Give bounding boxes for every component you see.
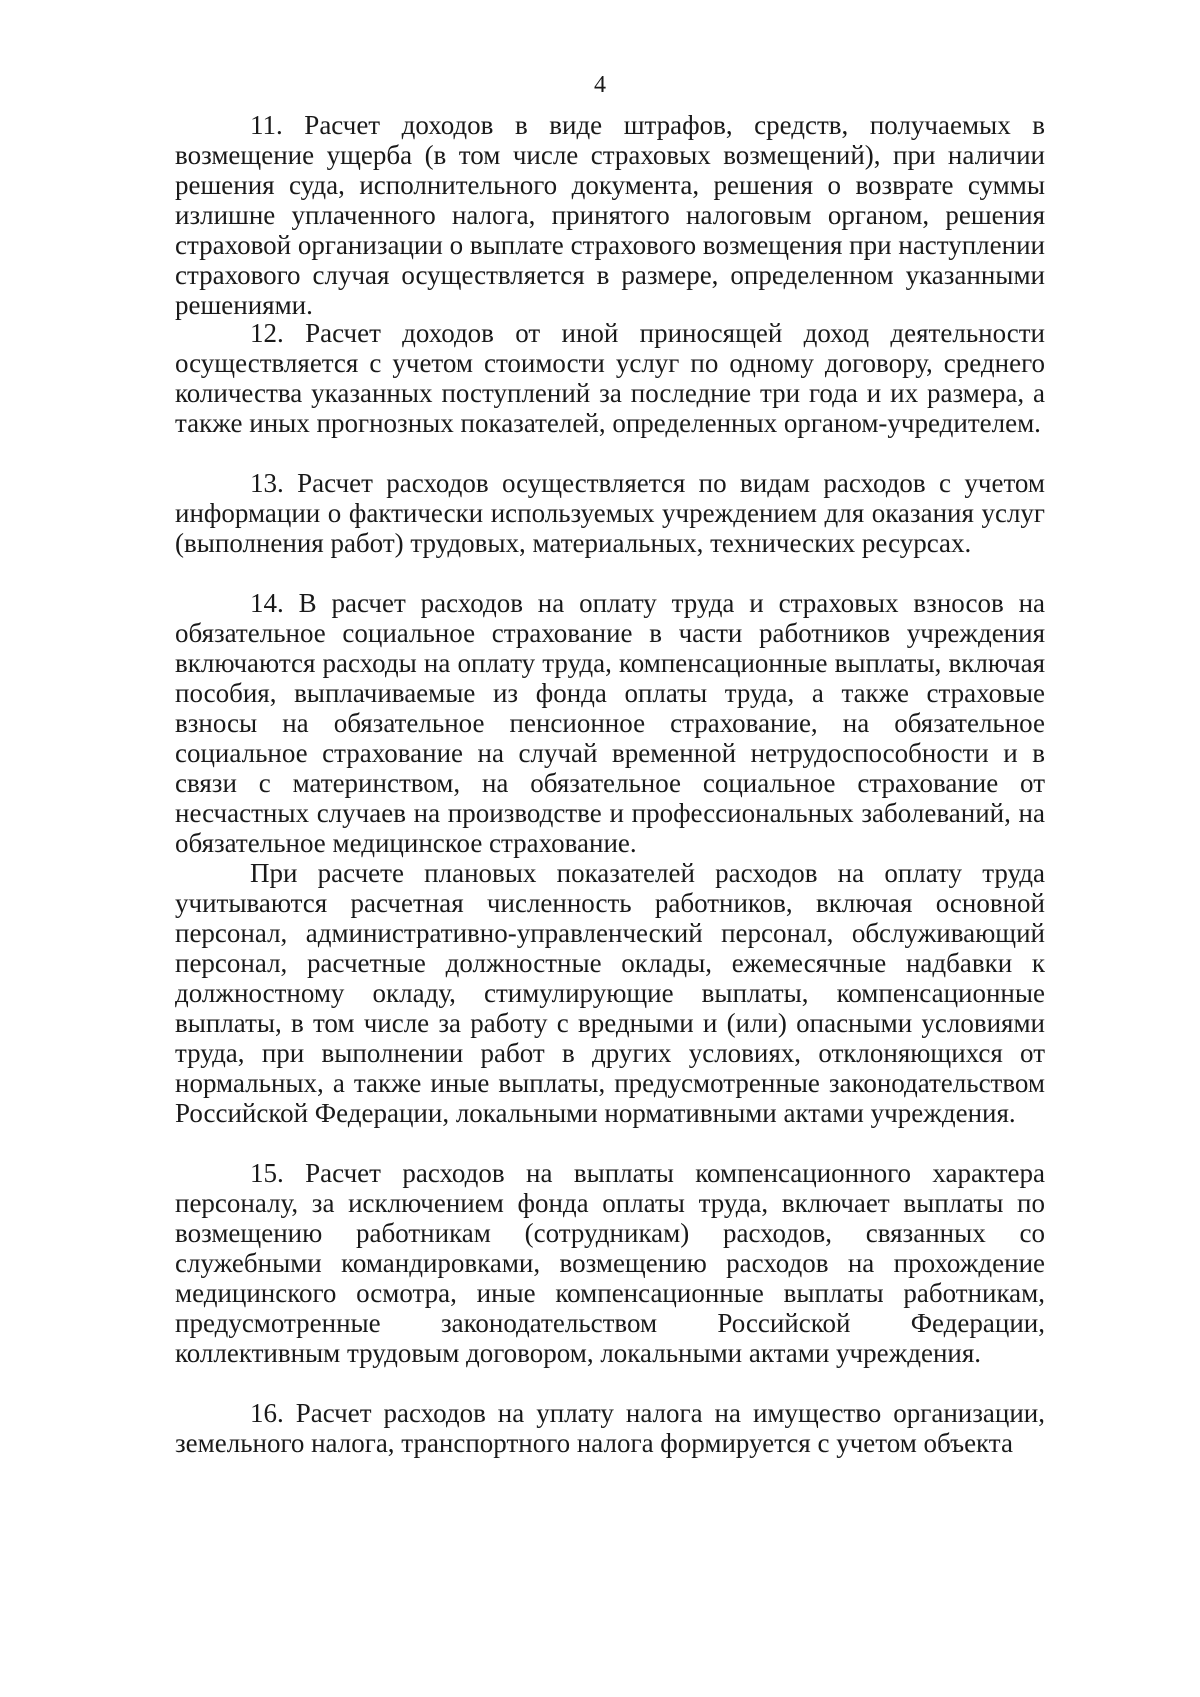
paragraph-16-block	[175, 1398, 1045, 1458]
paragraph-12: 12. Расчет доходов от иной приносящей доход деятельности осуществляется с учетом стоимости услуг по одному договору, среднего количества указанных поступлений за последние три года и их размера, а также иных прогнозных показателей, определенных органом-учредителем.	[175, 318, 1045, 438]
paragraph-15: 15. Расчет расходов на выплаты компенсационного характера персоналу, за исключением фонда оплаты труда, включает выплаты по возмещению работникам (сотрудникам) расходов, связанных со служебными командировками, возмещению расходов на прохождение медицинского осмотра, иные компенсационные выплаты работникам, предусмотренные законодательством Российской Федерации, коллективным трудовым договором, локальными актами учреждения.	[175, 1158, 1045, 1368]
paragraph-13: 13. Расчет расходов осуществляется по видам расходов с учетом информации о фактически используемых учреждением для оказания услуг (выполнения работ) трудовых, материальных, технических ресурсах.	[175, 468, 1045, 558]
paragraph-13-block	[175, 468, 1045, 558]
paragraph-15-block	[175, 1158, 1045, 1368]
paragraph-16: 16. Расчет расходов на уплату налога на имущество организации, земельного налога, транспортного налога формируется с учетом объекта	[175, 1398, 1045, 1458]
paragraph-11-block	[175, 110, 1045, 320]
paragraph-14-continued: При расчете плановых показателей расходов на оплату труда учитываются расчетная численность работников, включая основной персонал, административно-управленческий персонал, обслуживающий персонал, расчетные должностные оклады, ежемесячные надбавки к должностному окладу, стимулирующие выплаты, компенсационные выплаты, в том числе за работу с вредными и (или) опасными условиями труда, при выполнении работ в других условиях, отклоняющихся от нормальных, а также иные выплаты, предусмотренные законодательством Российской Федерации, локальными нормативными актами учреждения.	[175, 858, 1045, 1128]
paragraph-14-block	[175, 588, 1045, 1128]
paragraph-14: 14. В расчет расходов на оплату труда и страховых взносов на обязательное социальное страхование в части работников учреждения включаются расходы на оплату труда, компенсационные выплаты, включая пособия, выплачиваемые из фонда оплаты труда, а также страховые взносы на обязательное пенсионное страхование, на обязательное социальное страхование на случай временной нетрудоспособности и в связи с материнством, на обязательное социальное страхование от несчастных случаев на производстве и профессиональных заболеваний, на обязательное медицинское страхование.	[175, 588, 1045, 858]
paragraph-12-block	[175, 318, 1045, 438]
page-number: 4	[594, 72, 606, 98]
paragraph-11: 11. Расчет доходов в виде штрафов, средств, получаемых в возмещение ущерба (в том числе страховых возмещений), при наличии решения суда, исполнительного документа, решения о возврате суммы излишне уплаченного налога, принятого налоговым органом, решения страховой организации о выплате страхового возмещения при наступлении страхового случая осуществляется в размере, определенном указанными решениями.	[175, 110, 1045, 320]
